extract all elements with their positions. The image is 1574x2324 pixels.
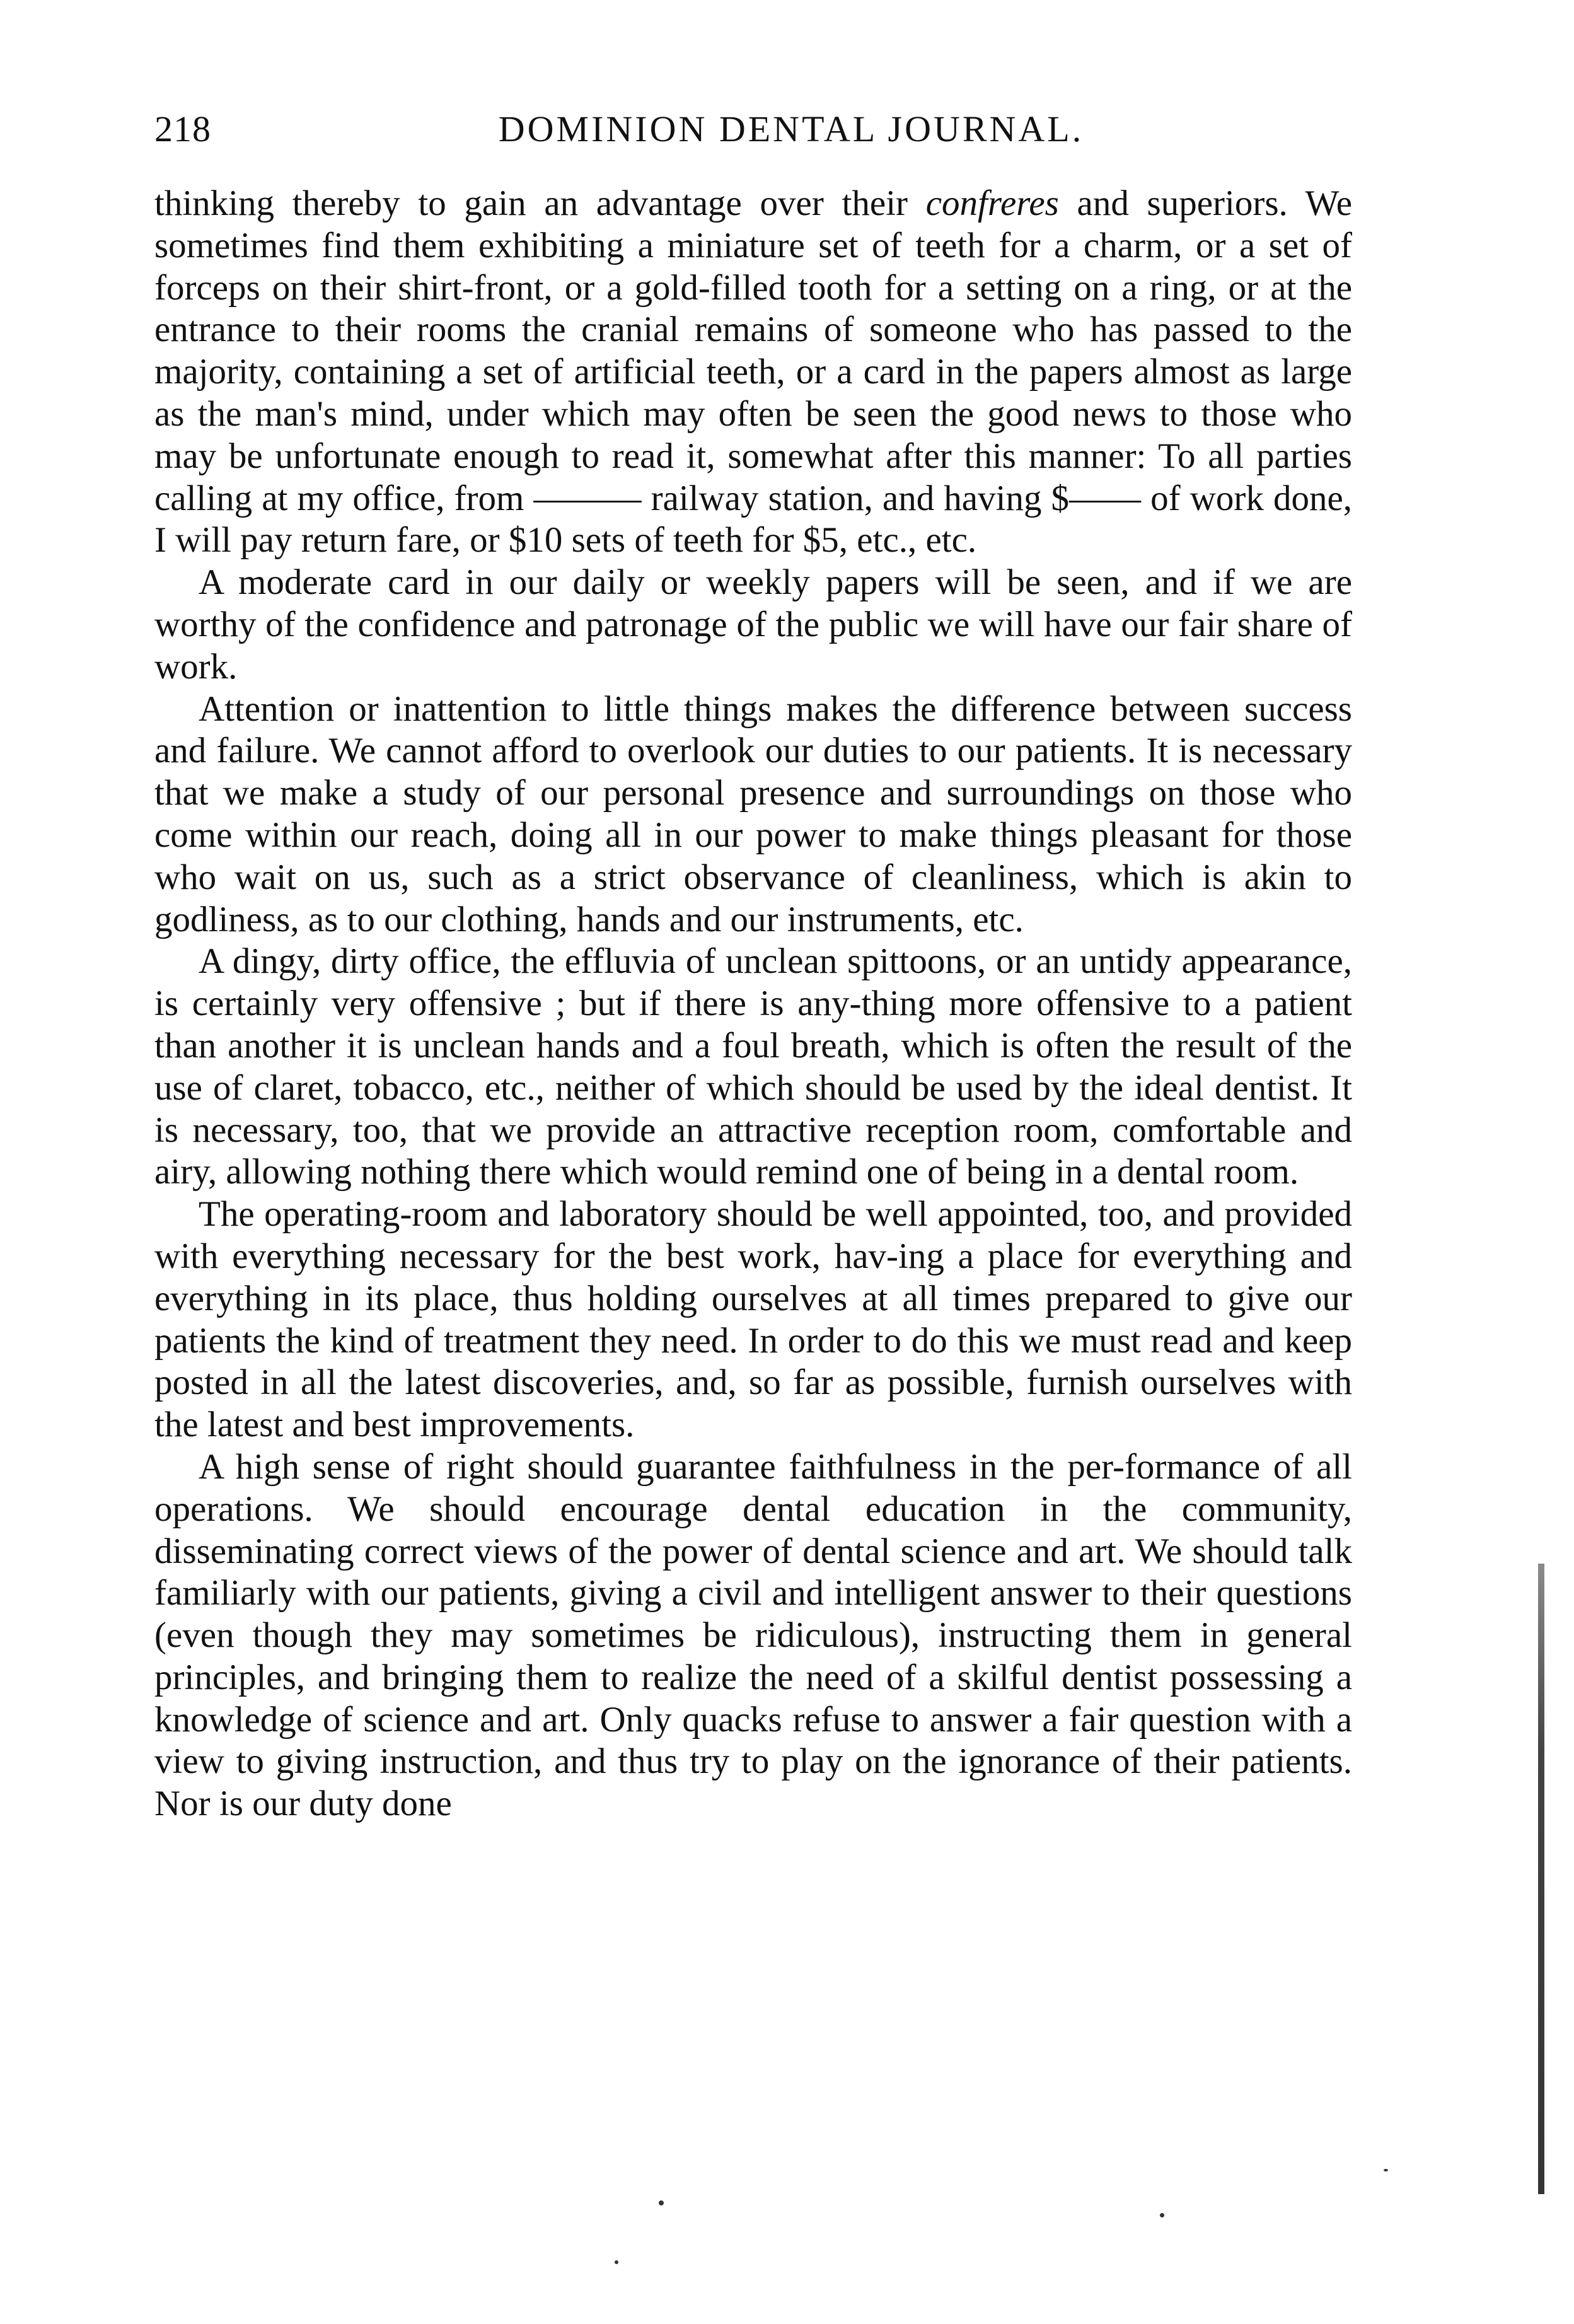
paragraph-1-italic: confreres <box>925 183 1059 223</box>
paragraph-5: The operating-room and laboratory should be well appointed, too, and provided with everything necessary for the best work, hav-ing a place for everything and everything in its place, thus holding ourselves at all times prepared to give our patients the kind of treatment they need. In order to do this we must read and keep posted in all the latest discoveries, and, so far as possible, furnish ourselves with the latest and best improvements. <box>154 1194 1352 1445</box>
paragraph-1 <box>154 183 1352 562</box>
paragraph-6: A high sense of right should guarantee faithfulness in the per-formance of all operations. We should encourage dental education in the community, disseminating correct views of the power of dental science and art. We should talk familiarly with our patients, giving a civil and intelligent answer to their questions (even though they may sometimes be ridiculous), instructing them in general principles, and bringing them to realize the need of a skilful dentist possessing a knowledge of science and art. Only quacks refuse to answer a fair question with a view to giving instruction, and thus try to play on the ignorance of their patients. Nor is our duty done <box>154 1446 1352 1824</box>
scan-speck <box>659 2200 664 2205</box>
paragraph-2: A moderate card in our daily or weekly papers will be seen, and if we are worthy of the confidence and patronage of the public we will have our fair share of work. <box>154 562 1352 687</box>
article-body <box>154 183 1352 1825</box>
scan-speck <box>615 2260 618 2264</box>
running-head: DOMINION DENTAL JOURNAL. <box>498 108 1084 149</box>
scan-speck <box>1384 2169 1388 2171</box>
page-edge-shadow <box>1538 1564 1544 2194</box>
page-header <box>154 101 1352 158</box>
paragraph-1-after: and superiors. We sometimes find them exhibiting a miniature set of teeth for a charm, or a set of forceps on their shirt-front, or a gold-filled tooth for a setting on a ring, or at the entrance to their rooms the cranial remains of someone who has passed to the majority, containing a set of artificial teeth, or a card in the papers almost as large as the man's mind, under which may often be seen the good news to those who may be unfortunate enough to read it, somewhat after this manner: To all parties calling at my office, from ——— railway station, and having $—— of work done, I will pay return fare, or $10 sets of teeth for $5, etc., etc. <box>154 183 1352 561</box>
paragraph-3: Attention or inattention to little things makes the difference between success and failure. We cannot afford to overlook our duties to our patients. It is necessary that we make a study of our personal presence and surroundings on those who come within our reach, doing all in our power to make things pleasant for those who wait on us, such as a strict observance of cleanliness, which is akin to godliness, as to our clothing, hands and our instruments, etc. <box>154 688 1352 939</box>
scan-speck <box>1160 2213 1164 2217</box>
paragraph-4: A dingy, dirty office, the effluvia of unclean spittoons, or an untidy appearance, is certainly very offensive ; but if there is any-thing more offensive to a patient than another it is unclean hands and a foul breath, which is often the result of the use of claret, tobacco, etc., neither of which should be used by the ideal dentist. It is necessary, too, that we provide an attractive reception room, comfortable and airy, allowing nothing there which would remind one of being in a dental room. <box>154 941 1352 1192</box>
paragraph-1-before: thinking thereby to gain an advantage over their <box>154 183 926 223</box>
page-number: 218 <box>154 108 211 149</box>
